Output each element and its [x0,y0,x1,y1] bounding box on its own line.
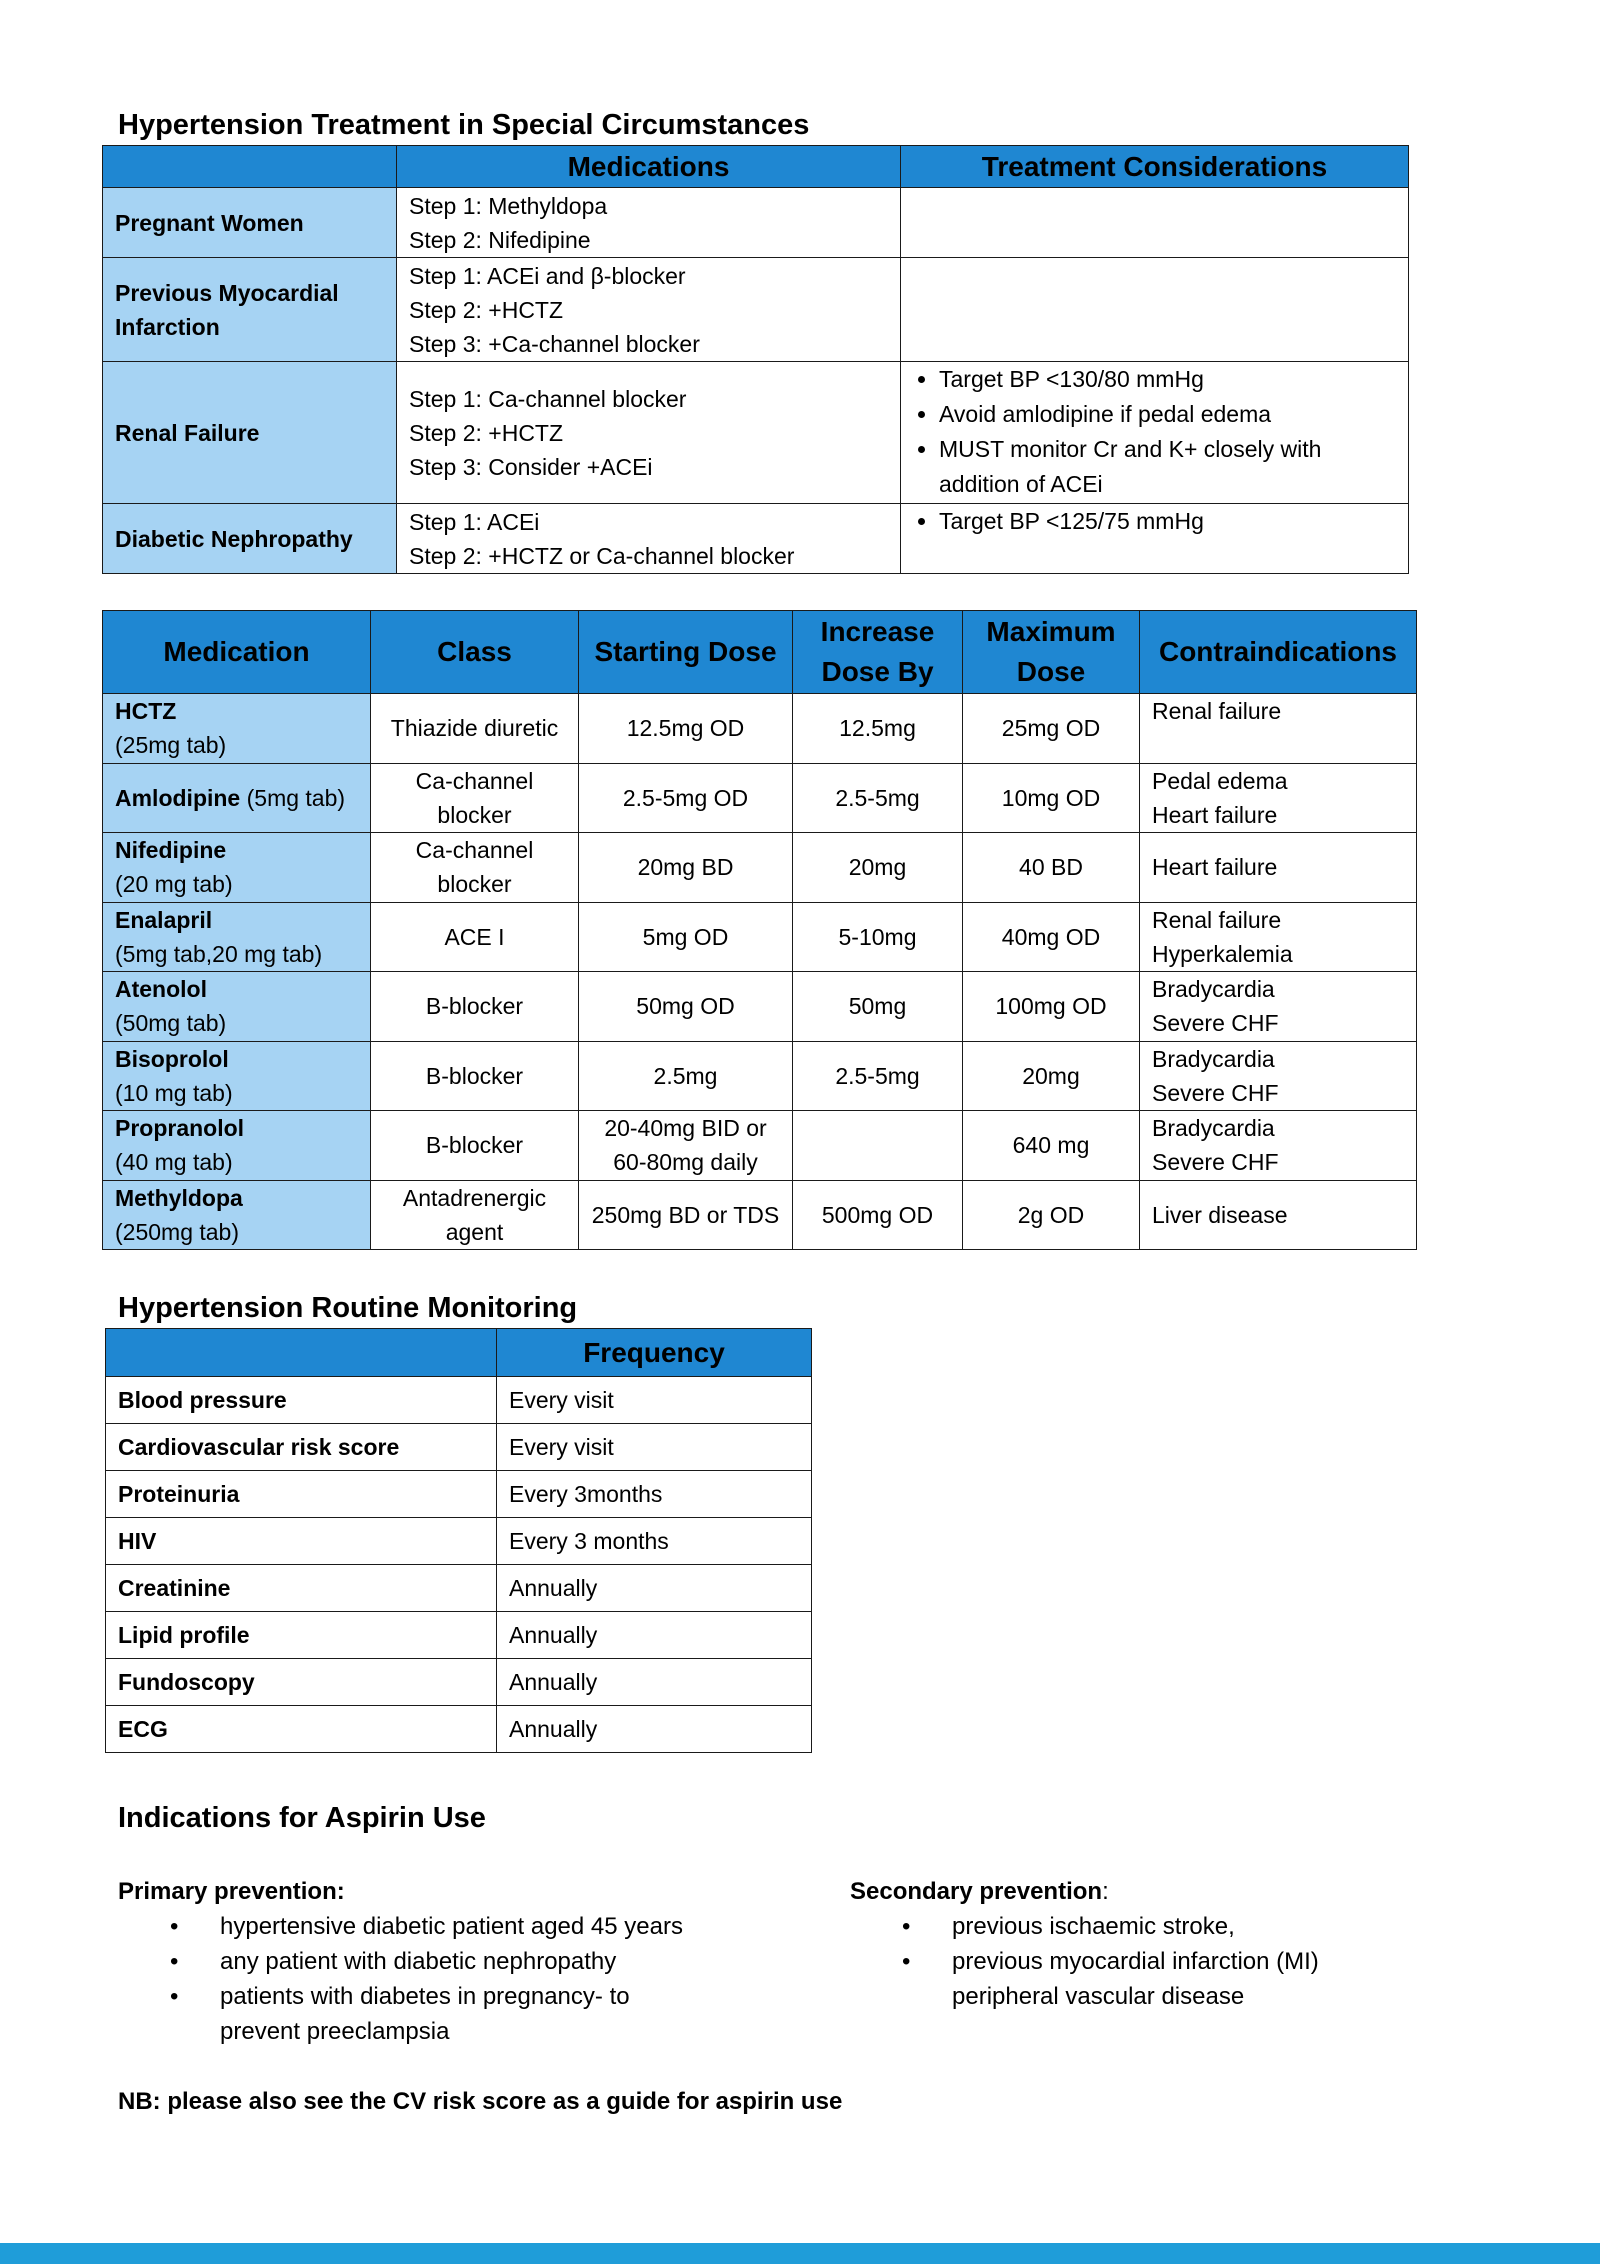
considerations-cell [901,188,1409,258]
table-row [106,1424,812,1471]
starting-dose-cell: 5mg OD [579,902,793,972]
medication-name: HCTZ [115,698,177,725]
contraindication: Severe CHF [1152,1010,1279,1037]
medication-name: Nifedipine [115,837,227,864]
increase-dose-cell: 20mg [793,833,963,903]
contraindication: Hyperkalemia [1152,940,1293,967]
primary-prevention-list [0,1909,758,2049]
class-cell: Ca-channel blocker [371,833,579,903]
class-cell: Antadrenergic agent [371,1180,579,1250]
contraindications-cell [1140,902,1417,972]
contraindication: Severe CHF [1152,1149,1279,1176]
class-cell: B-blocker [371,1041,579,1111]
monitor-item: Cardiovascular risk score [106,1424,497,1471]
monitor-frequency: Annually [497,1565,812,1612]
list-item: • hypertensive diabetic patient aged 45 years [170,1913,683,1940]
header-increase-dose: Increase Dose By [793,611,963,694]
header-considerations: Treatment Considerations [901,146,1409,188]
consideration-item: • Target BP <130/80 mmHg [939,362,1396,397]
primary-prevention-label: Primary prevention: [118,1878,345,1905]
monitor-item: Lipid profile [106,1612,497,1659]
maximum-dose-cell: 2g OD [963,1180,1140,1250]
med-step: Step 1: ACEi [409,508,540,535]
secondary-prevention-list [850,1909,1470,2014]
med-step: Step 1: ACEi and β-blocker [409,262,686,289]
medication-name: Atenolol [115,976,207,1003]
contraindication: Bradycardia [1152,976,1275,1003]
maximum-dose-cell: 20mg [963,1041,1140,1111]
med-step: Step 1: Ca-channel blocker [409,385,687,412]
table-row [106,1612,812,1659]
starting-dose-cell: 50mg OD [579,972,793,1042]
class-cell: Thiazide diuretic [371,694,579,764]
increase-dose-cell: 12.5mg [793,694,963,764]
starting-dose-cell: 250mg BD or TDS [579,1180,793,1250]
secondary-prevention-label: Secondary prevention: [850,1878,1109,1905]
medication-tab-size: (250mg tab) [115,1218,240,1245]
table-row [103,362,1409,504]
table-row [103,188,1409,258]
contraindications-cell [1140,763,1417,833]
aspirin-title: Indications for Aspirin Use [118,1802,486,1834]
header-starting-dose: Starting Dose [579,611,793,694]
contraindication: Bradycardia [1152,1115,1275,1142]
monitor-item: Creatinine [106,1565,497,1612]
table-row [103,1041,1417,1111]
footer-bar [0,2243,1600,2264]
header-contraindications: Contraindications [1140,611,1417,694]
list-item: • previous ischaemic stroke, [902,1913,1235,1940]
consideration-item: • Target BP <125/75 mmHg [939,504,1396,538]
consideration-item: • MUST monitor Cr and K+ closely with addition of ACEi [939,432,1396,502]
contraindication: Bradycardia [1152,1045,1275,1072]
special-circumstances-title: Hypertension Treatment in Special Circumstances [118,109,810,141]
med-step: Step 2: +HCTZ or Ca-channel blocker [409,542,795,569]
contraindications-cell [1140,972,1417,1042]
header-class: Class [371,611,579,694]
med-step: Step 2: +HCTZ [409,296,564,323]
meds-cell [397,504,901,574]
monitor-frequency: Annually [497,1659,812,1706]
maximum-dose-cell: 25mg OD [963,694,1140,764]
medication-tab-size: (40 mg tab) [115,1149,233,1176]
header-medications: Medications [397,146,901,188]
medication-name: Methyldopa [115,1184,243,1211]
medication-name-cell [103,1111,371,1181]
consideration-item: • Avoid amlodipine if pedal edema [939,397,1396,432]
medication-name: Propranolol [115,1115,245,1142]
medication-name: Amlodipine [115,784,241,811]
header-maximum-dose: Maximum Dose [963,611,1140,694]
monitor-frequency: Every visit [497,1377,812,1424]
contraindication: Pedal edema [1152,767,1288,794]
condition-label: Pregnant Women [103,188,397,258]
meds-cell [397,258,901,362]
class-cell: B-blocker [371,972,579,1042]
medication-tab-size: (20 mg tab) [115,871,233,898]
medication-tab-size: (50mg tab) [115,1010,227,1037]
monitor-item: Proteinuria [106,1471,497,1518]
condition-label: Renal Failure [103,362,397,504]
header-blank [106,1329,497,1377]
increase-dose-cell: 2.5-5mg [793,1041,963,1111]
contraindications-cell [1140,1180,1417,1250]
increase-dose-cell: 5-10mg [793,902,963,972]
maximum-dose-cell: 40mg OD [963,902,1140,972]
header-blank [103,146,397,188]
med-step: Step 1: Methyldopa [409,192,608,219]
medication-name: Bisoprolol [115,1045,229,1072]
condition-label: Previous Myocardial Infarction [103,258,397,362]
maximum-dose-cell: 100mg OD [963,972,1140,1042]
table-row [103,972,1417,1042]
meds-cell [397,362,901,504]
contraindications-cell [1140,833,1417,903]
class-cell: Ca-channel blocker [371,763,579,833]
contraindication: Renal failure [1152,698,1282,724]
med-step: Step 2: +HCTZ [409,419,564,446]
contraindications-cell [1140,1111,1417,1181]
monitor-item: Fundoscopy [106,1659,497,1706]
secondary-prevention [850,1874,1470,2014]
table-row [106,1518,812,1565]
medication-name-cell [103,902,371,972]
table-row [103,1111,1417,1181]
monitor-item: Blood pressure [106,1377,497,1424]
medication-name-cell [103,972,371,1042]
contraindication: Severe CHF [1152,1079,1279,1106]
table-row [103,504,1409,574]
list-item: • previous myocardial infarction (MI) peripheral vascular disease [902,1948,1319,2010]
medication-name-cell [103,1180,371,1250]
starting-dose-cell: 2.5mg [579,1041,793,1111]
table-row [106,1471,812,1518]
monitoring-title: Hypertension Routine Monitoring [118,1292,578,1324]
medication-name-cell [103,833,371,903]
considerations-list [913,504,1396,538]
considerations-cell [901,258,1409,362]
table-row [103,763,1417,833]
medication-tab-size: (10 mg tab) [115,1079,233,1106]
table-row [103,1180,1417,1250]
table-row [106,1565,812,1612]
contraindications-cell [1140,694,1417,764]
med-step: Step 3: +Ca-channel blocker [409,330,700,357]
table-row [106,1659,812,1706]
starting-dose-cell: 2.5-5mg OD [579,763,793,833]
meds-cell [397,188,901,258]
aspirin-note: NB: please also see the CV risk score as a guide for aspirin use [118,2088,843,2115]
considerations-cell [901,362,1409,504]
starting-dose-cell: 20-40mg BID or 60-80mg daily [579,1111,793,1181]
contraindication: Heart failure [1152,801,1278,828]
list-item: • patients with diabetes in pregnancy- to prevent preeclampsia [170,1983,630,2045]
table-row [103,694,1417,764]
monitor-frequency: Annually [497,1612,812,1659]
monitor-frequency: Every 3months [497,1471,812,1518]
maximum-dose-cell: 40 BD [963,833,1140,903]
considerations-cell [901,504,1409,574]
maximum-dose-cell: 640 mg [963,1111,1140,1181]
monitor-item: HIV [106,1518,497,1565]
medications-table [102,610,1417,1250]
monitor-frequency: Every visit [497,1424,812,1471]
medication-name-cell [103,694,371,764]
header-medication: Medication [103,611,371,694]
class-cell: ACE I [371,902,579,972]
contraindication: Heart failure [1152,854,1278,881]
monitor-item: ECG [106,1706,497,1753]
list-item: • any patient with diabetic nephropathy [170,1948,617,1975]
medication-tab-size: (25mg tab) [115,732,227,759]
class-cell: B-blocker [371,1111,579,1181]
starting-dose-cell: 20mg BD [579,833,793,903]
contraindication: Renal failure [1152,906,1282,933]
increase-dose-cell [793,1111,963,1181]
monitor-frequency: Every 3 months [497,1518,812,1565]
increase-dose-cell: 2.5-5mg [793,763,963,833]
maximum-dose-cell: 10mg OD [963,763,1140,833]
monitoring-table [105,1328,812,1753]
medication-name: Enalapril [115,906,213,933]
table-row [106,1706,812,1753]
table-row [103,833,1417,903]
medication-name-cell [103,1041,371,1111]
medication-name-cell [103,763,371,833]
header-frequency: Frequency [497,1329,812,1377]
contraindication: Liver disease [1152,1201,1288,1228]
monitor-frequency: Annually [497,1706,812,1753]
table-row [106,1377,812,1424]
medication-tab-size: (5mg tab,20 mg tab) [115,940,323,967]
table-row [103,902,1417,972]
special-circumstances-table [102,145,1409,574]
condition-label: Diabetic Nephropathy [103,504,397,574]
starting-dose-cell: 12.5mg OD [579,694,793,764]
considerations-list [913,362,1396,502]
med-step: Step 3: Consider +ACEi [409,453,653,480]
contraindications-cell [1140,1041,1417,1111]
med-step: Step 2: Nifedipine [409,226,591,253]
table-row [103,258,1409,362]
medication-tab-size: (5mg tab) [246,784,346,811]
increase-dose-cell: 50mg [793,972,963,1042]
increase-dose-cell: 500mg OD [793,1180,963,1250]
primary-prevention [118,1874,758,2049]
